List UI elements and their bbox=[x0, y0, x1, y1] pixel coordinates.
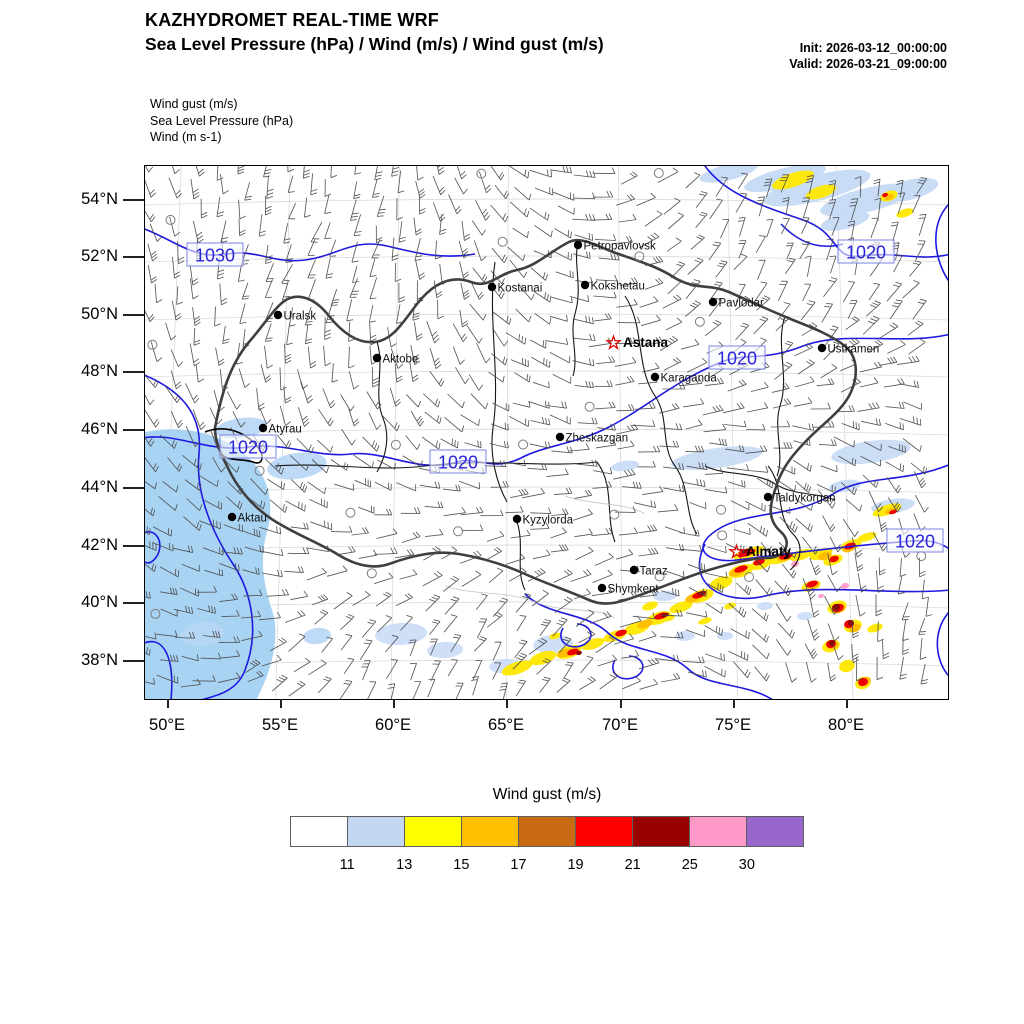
colorbar-cell bbox=[348, 817, 405, 846]
city-marker-kokshetau bbox=[581, 281, 645, 293]
lon-axis-label: 60°E bbox=[375, 716, 411, 734]
isobar bbox=[561, 624, 591, 647]
lon-axis-tick bbox=[393, 699, 395, 708]
lon-axis-tick bbox=[846, 699, 848, 708]
calm-wind-circle bbox=[695, 317, 704, 326]
svg-text:Uralsk: Uralsk bbox=[283, 310, 317, 323]
isobar bbox=[937, 610, 948, 678]
city-marker-atyrau bbox=[259, 424, 302, 436]
lon-axis-tick bbox=[167, 699, 169, 708]
pressure-label bbox=[838, 240, 894, 263]
svg-text:Pavlodar: Pavlodar bbox=[718, 297, 764, 310]
svg-text:Kostanai: Kostanai bbox=[497, 282, 543, 295]
calm-wind-circle bbox=[519, 440, 528, 449]
pressure-label bbox=[187, 243, 243, 266]
colorbar-tick-label: 17 bbox=[510, 857, 527, 873]
colorbar-cell bbox=[747, 817, 803, 846]
colorbar-cell bbox=[405, 817, 462, 846]
city-dot-icon bbox=[581, 281, 589, 289]
colorbar-cell bbox=[291, 817, 348, 846]
svg-text:Aktobe: Aktobe bbox=[382, 353, 419, 366]
svg-text:Taraz: Taraz bbox=[639, 565, 668, 578]
city-marker-petropavlovsk bbox=[574, 241, 656, 253]
svg-text:1020: 1020 bbox=[894, 531, 936, 552]
svg-text:Almaty: Almaty bbox=[746, 544, 792, 559]
lat-axis-label: 38°N bbox=[81, 651, 118, 669]
city-dot-icon bbox=[709, 298, 717, 306]
city-dot-icon bbox=[651, 373, 659, 381]
svg-text:Atyrau: Atyrau bbox=[268, 423, 302, 436]
lat-axis-label: 50°N bbox=[81, 305, 118, 323]
svg-text:Kokshetau: Kokshetau bbox=[590, 280, 645, 293]
map-canvas bbox=[144, 165, 949, 700]
calm-wind-circle bbox=[917, 552, 926, 561]
calm-wind-circle bbox=[367, 569, 376, 578]
city-marker-zheskazgan bbox=[556, 433, 628, 445]
svg-text:Karaganda: Karaganda bbox=[660, 372, 717, 385]
svg-text:1020: 1020 bbox=[716, 348, 758, 369]
colorbar-title: Wind gust (m/s) bbox=[492, 786, 602, 803]
pressure-label bbox=[887, 529, 943, 552]
city-dot-icon bbox=[630, 566, 638, 574]
lat-axis-tick bbox=[123, 545, 144, 547]
valid-time: Valid: 2026-03-21_09:00:00 bbox=[789, 57, 947, 71]
svg-text:1030: 1030 bbox=[194, 245, 236, 266]
city-dot-icon bbox=[259, 424, 267, 432]
lon-axis-tick bbox=[506, 699, 508, 708]
city-dot-icon bbox=[274, 311, 282, 319]
city-marker-pavlodar bbox=[709, 298, 764, 310]
city-marker-astana bbox=[605, 333, 669, 354]
colorbar-tick-label: 25 bbox=[681, 857, 698, 873]
svg-text:1020: 1020 bbox=[227, 437, 269, 458]
colorbar bbox=[290, 816, 804, 847]
lat-axis-tick bbox=[123, 660, 144, 662]
lon-axis-tick bbox=[733, 699, 735, 708]
city-marker-uralsk bbox=[274, 311, 317, 323]
svg-text:Ustkamen: Ustkamen bbox=[827, 343, 880, 356]
lat-axis-label: 48°N bbox=[81, 362, 118, 380]
lon-axis-label: 55°E bbox=[262, 716, 298, 734]
city-marker-shymkent bbox=[598, 584, 660, 596]
colorbar-tick-label: 19 bbox=[567, 857, 584, 873]
lon-axis-label: 80°E bbox=[828, 716, 864, 734]
city-dot-icon bbox=[513, 515, 521, 523]
pressure-label bbox=[430, 450, 486, 473]
colorbar-tick-label: 13 bbox=[396, 857, 413, 873]
page-subtitle: Sea Level Pressure (hPa) / Wind (m/s) / Wind gust (m/s) bbox=[145, 34, 604, 54]
lat-axis-label: 44°N bbox=[81, 478, 118, 496]
lat-axis-tick bbox=[123, 314, 144, 316]
pressure-label bbox=[220, 435, 276, 458]
isobar bbox=[936, 202, 948, 284]
init-time: Init: 2026-03-12_00:00:00 bbox=[799, 41, 947, 55]
calm-wind-circle bbox=[454, 527, 463, 536]
city-marker-karaganda bbox=[651, 373, 718, 385]
lat-axis-tick bbox=[123, 602, 144, 604]
colorbar-tick-label: 21 bbox=[624, 857, 641, 873]
layer-legend bbox=[150, 96, 293, 146]
svg-text:Aktau: Aktau bbox=[237, 512, 267, 525]
lat-axis-label: 42°N bbox=[81, 536, 118, 554]
lon-axis-label: 50°E bbox=[149, 716, 185, 734]
calm-wind-circle bbox=[745, 572, 754, 581]
lat-axis-tick bbox=[123, 256, 144, 258]
colorbar-cell bbox=[690, 817, 747, 846]
city-dot-icon bbox=[598, 584, 606, 592]
lat-axis-tick bbox=[123, 199, 144, 201]
city-marker-kyzylorda bbox=[513, 515, 574, 527]
legend-line-slp: Sea Level Pressure (hPa) bbox=[150, 113, 294, 128]
calm-wind-circle bbox=[654, 169, 663, 178]
svg-text:Petropavlovsk: Petropavlovsk bbox=[583, 240, 656, 253]
calm-wind-circle bbox=[391, 440, 400, 449]
city-marker-taldykorgan bbox=[764, 493, 836, 505]
lat-axis-label: 40°N bbox=[81, 593, 118, 611]
city-dot-icon bbox=[228, 513, 236, 521]
city-dot-icon bbox=[373, 354, 381, 362]
calm-wind-circle bbox=[610, 510, 619, 519]
lat-axis-tick bbox=[123, 429, 144, 431]
city-marker-ustkamen bbox=[818, 344, 879, 356]
lon-axis-label: 65°E bbox=[488, 716, 524, 734]
lat-axis-label: 54°N bbox=[81, 190, 118, 208]
pressure-label bbox=[709, 346, 765, 369]
svg-text:1020: 1020 bbox=[437, 452, 479, 473]
lon-axis-label: 70°E bbox=[602, 716, 638, 734]
calm-wind-circle bbox=[718, 531, 727, 540]
lon-axis-label: 75°E bbox=[715, 716, 751, 734]
lat-axis-tick bbox=[123, 487, 144, 489]
lon-axis-tick bbox=[280, 699, 282, 708]
colorbar-cell bbox=[576, 817, 633, 846]
city-marker-kostanai bbox=[488, 283, 542, 295]
city-dot-icon bbox=[764, 493, 772, 501]
page-title: KAZHYDROMET REAL-TIME WRF bbox=[145, 10, 439, 30]
city-dot-icon bbox=[488, 283, 496, 291]
city-marker-taraz bbox=[630, 566, 668, 578]
colorbar-tick-label: 30 bbox=[738, 857, 755, 873]
colorbar-tick-label: 15 bbox=[453, 857, 470, 873]
calm-wind-circle bbox=[498, 237, 507, 246]
svg-text:Taldykorgan: Taldykorgan bbox=[773, 492, 836, 505]
capital-star-icon: ☆ bbox=[605, 333, 623, 354]
legend-line-windgust: Wind gust (m/s) bbox=[150, 97, 238, 111]
colorbar-cell bbox=[519, 817, 576, 846]
model-run-info bbox=[789, 40, 947, 72]
lat-axis-label: 52°N bbox=[81, 247, 118, 265]
svg-text:Kyzylorda: Kyzylorda bbox=[522, 514, 573, 527]
colorbar-cell bbox=[633, 817, 690, 846]
legend-line-wind: Wind (m s-1) bbox=[150, 130, 222, 144]
colorbar-cell bbox=[462, 817, 519, 846]
svg-text:Shymkent: Shymkent bbox=[607, 583, 659, 596]
lat-axis-tick bbox=[123, 371, 144, 373]
city-dot-icon bbox=[818, 344, 826, 352]
lon-axis-tick bbox=[620, 699, 622, 708]
svg-text:Zheskazgan: Zheskazgan bbox=[565, 432, 629, 445]
calm-wind-circle bbox=[717, 505, 726, 514]
svg-text:1020: 1020 bbox=[845, 242, 887, 263]
lat-axis-label: 46°N bbox=[81, 420, 118, 438]
colorbar-tick-label: 11 bbox=[339, 857, 355, 873]
city-dot-icon bbox=[574, 241, 582, 249]
weather-map bbox=[145, 166, 948, 699]
capital-star-icon: ☆ bbox=[728, 542, 746, 563]
calm-wind-circle bbox=[585, 402, 594, 411]
svg-text:Astana: Astana bbox=[623, 335, 669, 350]
city-dot-icon bbox=[556, 433, 564, 441]
calm-wind-circle bbox=[346, 508, 355, 517]
